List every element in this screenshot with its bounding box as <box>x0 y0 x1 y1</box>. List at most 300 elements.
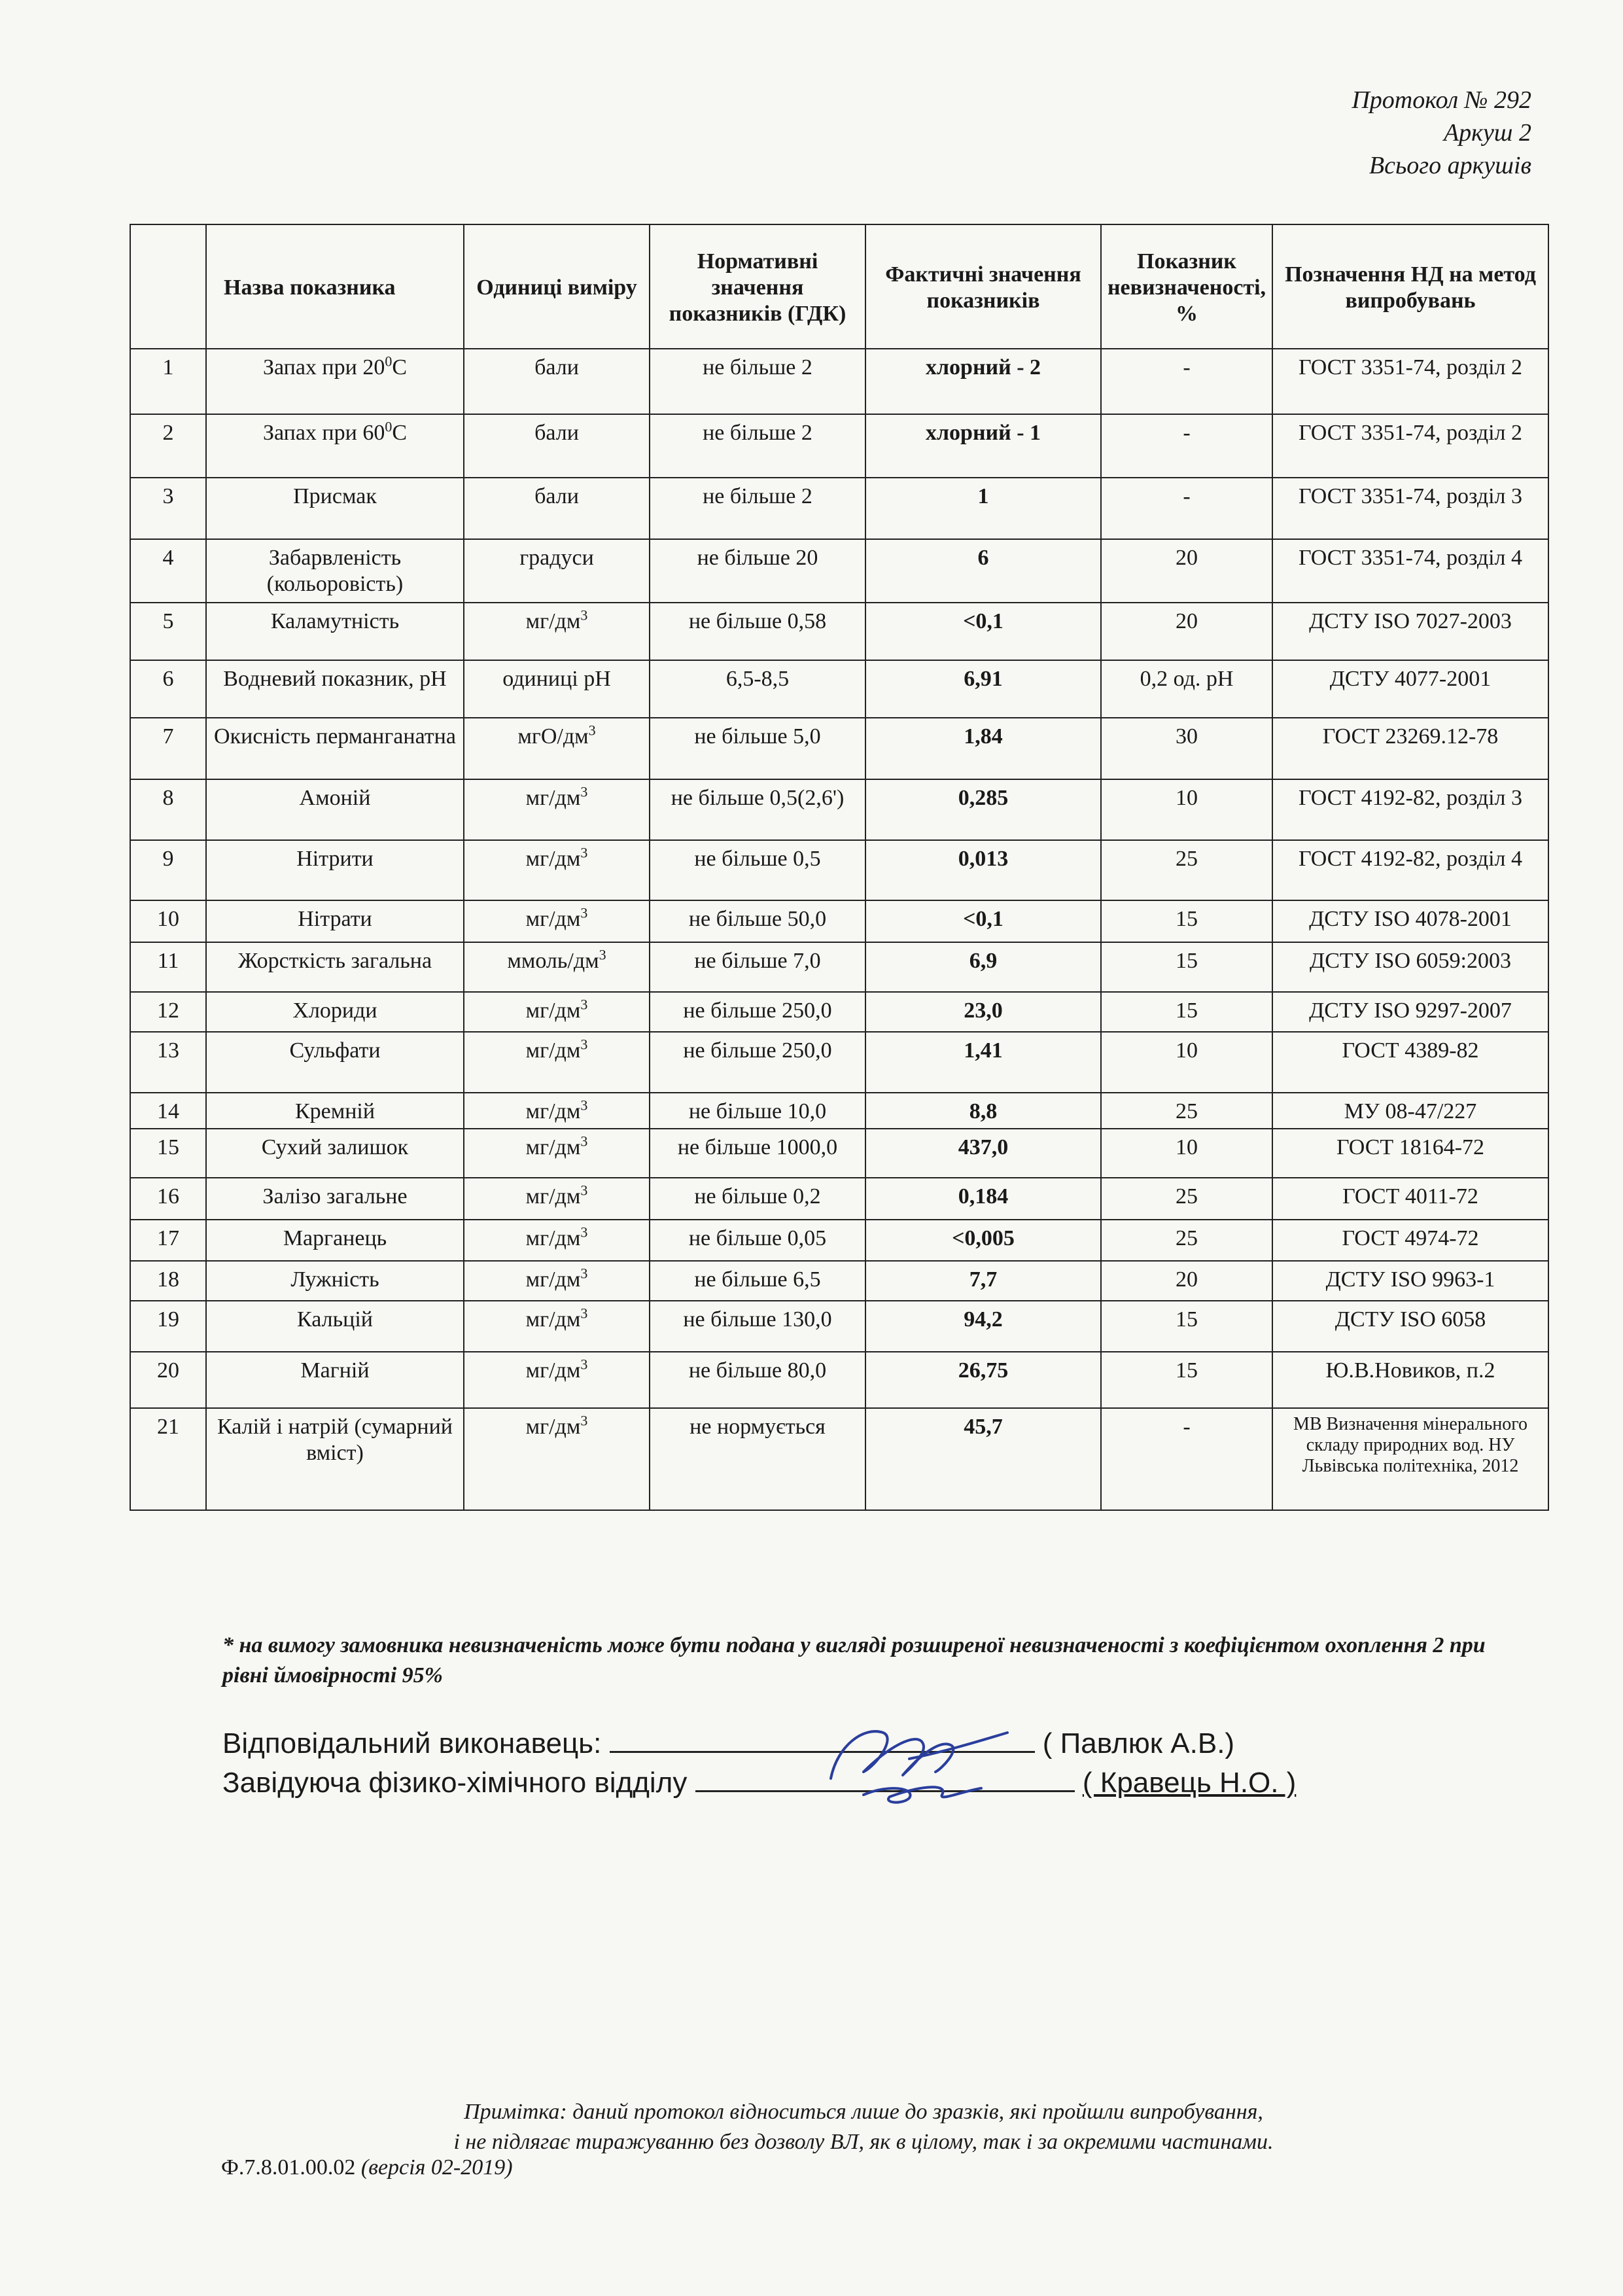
fact-value: <0,005 <box>952 1226 1015 1250</box>
uncertainty-cell <box>1101 840 1272 900</box>
fact-value: 26,75 <box>958 1358 1009 1383</box>
method-value: ДСТУ ISO 7027-2003 <box>1309 609 1512 633</box>
norm-value: не більше 5,0 <box>694 724 821 749</box>
handwritten-signature-icon <box>811 1706 1034 1818</box>
unit-cell <box>464 1352 650 1408</box>
norm-cell <box>650 1220 865 1261</box>
row-number-cell <box>130 660 206 718</box>
indicator-name: Хлориди <box>292 998 377 1023</box>
table-row <box>130 1093 1548 1129</box>
indicator-name: Жорсткість загальна <box>237 949 432 973</box>
indicator-name-cell <box>206 414 464 478</box>
form-code <box>221 2154 513 2181</box>
norm-cell <box>650 942 865 992</box>
unit-cell <box>464 1220 650 1261</box>
fact-cell <box>865 900 1101 942</box>
row-number-cell <box>130 1093 206 1129</box>
indicator-name-cell <box>206 660 464 718</box>
norm-value: 6,5-8,5 <box>725 667 790 691</box>
fact-value: 6,9 <box>969 949 998 973</box>
method-value: ГОСТ 18164-72 <box>1336 1135 1485 1159</box>
unit: мг/дм <box>525 1038 581 1063</box>
unit-cell <box>464 942 650 992</box>
method-value: ДСТУ ISO 6058 <box>1335 1307 1486 1332</box>
row-number: 13 <box>157 1038 179 1063</box>
indicator-name: Каламутність <box>270 609 400 633</box>
row-number: 21 <box>157 1415 179 1439</box>
method-cell <box>1272 900 1548 942</box>
norm-value: не більше 1000,0 <box>677 1135 838 1159</box>
fact-cell <box>865 1220 1101 1261</box>
indicator-name-cell <box>206 1032 464 1093</box>
indicator-name-cell <box>206 1178 464 1220</box>
unit: мг/дм <box>525 1099 581 1123</box>
method-cell <box>1272 1093 1548 1129</box>
unit: мг/дм <box>525 786 581 810</box>
method-cell <box>1272 1032 1548 1093</box>
uncertainty-cell <box>1101 1408 1272 1510</box>
norm-cell <box>650 539 865 603</box>
unit: мг/дм <box>525 907 581 931</box>
fact-value: 94,2 <box>964 1307 1003 1332</box>
method-value: ДСТУ ISO 9963-1 <box>1325 1267 1495 1292</box>
norm-cell <box>650 1178 865 1220</box>
uncertainty-cell <box>1101 992 1272 1032</box>
results-table <box>130 224 1549 1511</box>
indicator-name-cell <box>206 349 464 414</box>
header-uncertainty: Показник невизначеності, % <box>1101 224 1272 349</box>
unit-superscript: 3 <box>580 1356 588 1373</box>
norm-cell <box>650 992 865 1032</box>
unit: мг/дм <box>525 609 581 633</box>
unit-cell <box>464 1129 650 1178</box>
fact-cell <box>865 349 1101 414</box>
head-label: Завідуюча фізико-хімічного відділу <box>222 1767 688 1799</box>
indicator-name: Марганець <box>283 1226 387 1250</box>
head-name: ( Кравець Н.О. ) <box>1082 1767 1297 1799</box>
unit-superscript: 3 <box>580 607 588 624</box>
indicator-name: Лужність <box>290 1267 379 1292</box>
fact-cell <box>865 718 1101 779</box>
uncertainty-value: 20 <box>1176 1267 1198 1292</box>
uncertainty-cell <box>1101 414 1272 478</box>
unit-superscript: 3 <box>580 1265 588 1282</box>
norm-cell <box>650 1261 865 1301</box>
row-number-cell <box>130 414 206 478</box>
method-value: ГОСТ 3351-74, розділ 2 <box>1298 421 1523 445</box>
unit: мг/дм <box>525 1184 581 1209</box>
uncertainty-value: - <box>1183 484 1191 508</box>
row-number-cell <box>130 1129 206 1178</box>
fact-cell <box>865 1178 1101 1220</box>
fact-cell <box>865 414 1101 478</box>
unit: мг/дм <box>525 1358 581 1383</box>
uncertainty-value: 10 <box>1176 786 1198 810</box>
table-row <box>130 539 1548 603</box>
fact-value: 0,013 <box>958 847 1009 871</box>
norm-value: не більше 2 <box>703 355 812 380</box>
fact-cell <box>865 478 1101 539</box>
unit-cell <box>464 660 650 718</box>
norm-value: не більше 130,0 <box>683 1307 832 1332</box>
norm-value: не більше 250,0 <box>683 1038 832 1063</box>
unit-superscript: 3 <box>580 1412 588 1429</box>
unit-cell <box>464 1408 650 1510</box>
unit: мг/дм <box>525 1415 581 1439</box>
uncertainty-value: 30 <box>1176 724 1198 749</box>
norm-value: не більше 0,5 <box>694 847 821 871</box>
fact-cell <box>865 992 1101 1032</box>
uncertainty-value: 15 <box>1176 998 1198 1023</box>
table-row <box>130 992 1548 1032</box>
row-number-cell <box>130 1220 206 1261</box>
indicator-name: Нітрати <box>298 907 372 931</box>
row-number-cell <box>130 718 206 779</box>
row-number-cell <box>130 603 206 660</box>
indicator-name: Окисність перманганатна <box>214 724 456 749</box>
table-row <box>130 1129 1548 1178</box>
form-code-number: Ф.7.8.01.00.02 <box>221 2155 356 2180</box>
unit-superscript: 3 <box>580 996 588 1013</box>
method-value: ГОСТ 4389-82 <box>1342 1038 1479 1063</box>
uncertainty-cell <box>1101 1129 1272 1178</box>
method-value: ДСТУ ISO 9297-2007 <box>1309 998 1512 1023</box>
unit: мгО/дм <box>517 724 589 749</box>
uncertainty-cell <box>1101 349 1272 414</box>
row-number: 10 <box>157 907 179 931</box>
row-number: 14 <box>157 1099 179 1123</box>
uncertainty-cell <box>1101 718 1272 779</box>
fact-value: 1 <box>977 484 989 508</box>
norm-cell <box>650 603 865 660</box>
norm-value: не більше 7,0 <box>694 949 821 973</box>
indicator-name-cell <box>206 840 464 900</box>
fact-value: 0,184 <box>958 1184 1009 1209</box>
table-row <box>130 900 1548 942</box>
uncertainty-value: 10 <box>1176 1135 1198 1159</box>
row-number: 12 <box>157 998 179 1023</box>
uncertainty-value: 25 <box>1176 1099 1198 1123</box>
method-value: ГОСТ 4192-82, розділ 3 <box>1298 786 1523 810</box>
unit: градуси <box>519 546 594 570</box>
uncertainty-cell <box>1101 478 1272 539</box>
method-cell <box>1272 1261 1548 1301</box>
fact-cell <box>865 1301 1101 1352</box>
norm-cell <box>650 478 865 539</box>
row-number: 5 <box>162 609 174 633</box>
row-number-cell <box>130 992 206 1032</box>
method-cell <box>1272 1352 1548 1408</box>
norm-value: не більше 0,5(2,6') <box>671 786 845 810</box>
row-number: 7 <box>162 724 174 749</box>
indicator-name: Магній <box>300 1358 370 1383</box>
norm-cell <box>650 1301 865 1352</box>
indicator-name-cell <box>206 1093 464 1129</box>
uncertainty-cell <box>1101 1032 1272 1093</box>
fact-value: хлорний - 2 <box>925 355 1041 380</box>
uncertainty-cell <box>1101 779 1272 840</box>
table-row <box>130 1352 1548 1408</box>
fact-value: 45,7 <box>964 1415 1003 1439</box>
method-value: ДСТУ ISO 4078-2001 <box>1309 907 1512 931</box>
row-number: 4 <box>162 546 174 570</box>
indicator-name-cell <box>206 478 464 539</box>
header-name: Назва показника <box>206 224 464 349</box>
table-row <box>130 942 1548 992</box>
unit-superscript: 3 <box>580 1224 588 1241</box>
indicator-name: Запах при 20 <box>262 355 385 380</box>
norm-value: не більше 80,0 <box>688 1358 827 1383</box>
unit-cell <box>464 414 650 478</box>
fact-value: 7,7 <box>969 1267 998 1292</box>
fact-value: <0,1 <box>963 907 1003 931</box>
table-row <box>130 1032 1548 1093</box>
indicator-name: Нітрити <box>296 847 374 871</box>
row-number-cell <box>130 1032 206 1093</box>
method-cell <box>1272 718 1548 779</box>
fact-cell <box>865 1408 1101 1510</box>
row-number-cell <box>130 1261 206 1301</box>
method-cell <box>1272 942 1548 992</box>
method-value: МУ 08-47/227 <box>1344 1099 1477 1123</box>
table-row <box>130 414 1548 478</box>
table-header-row <box>130 224 1548 349</box>
unit: одиниці рН <box>502 667 611 691</box>
norm-cell <box>650 1129 865 1178</box>
fact-value: 6 <box>977 546 989 570</box>
method-cell <box>1272 779 1548 840</box>
row-number-cell <box>130 779 206 840</box>
row-number-cell <box>130 840 206 900</box>
row-number: 19 <box>157 1307 179 1332</box>
fact-cell <box>865 660 1101 718</box>
uncertainty-value: 20 <box>1176 546 1198 570</box>
executor-label: Відповідальний виконавець: <box>222 1727 602 1759</box>
norm-value: не більше 0,58 <box>688 609 827 633</box>
norm-value: не більше 0,05 <box>688 1226 827 1250</box>
fact-cell <box>865 539 1101 603</box>
unit: мг/дм <box>525 998 581 1023</box>
method-cell <box>1272 1178 1548 1220</box>
norm-value: не більше 2 <box>703 484 812 508</box>
indicator-name-cell <box>206 1301 464 1352</box>
uncertainty-cell <box>1101 603 1272 660</box>
row-number-cell <box>130 539 206 603</box>
unit: мг/дм <box>525 1267 581 1292</box>
fact-value: 1,41 <box>964 1038 1003 1063</box>
unit-superscript: 3 <box>580 783 588 800</box>
row-number: 20 <box>157 1358 179 1383</box>
uncertainty-value: 15 <box>1176 949 1198 973</box>
unit-cell <box>464 349 650 414</box>
fact-value: 8,8 <box>969 1099 998 1123</box>
method-value: ГОСТ 4974-72 <box>1342 1226 1479 1250</box>
unit-cell <box>464 1032 650 1093</box>
uncertainty-value: 15 <box>1176 907 1198 931</box>
norm-value: не більше 6,5 <box>694 1267 821 1292</box>
indicator-name-cell <box>206 1352 464 1408</box>
fact-cell <box>865 840 1101 900</box>
method-cell <box>1272 349 1548 414</box>
indicator-name-cell <box>206 992 464 1032</box>
fact-cell <box>865 1129 1101 1178</box>
uncertainty-value: - <box>1183 355 1191 380</box>
indicator-name-cell <box>206 1220 464 1261</box>
uncertainty-value: 25 <box>1176 847 1198 871</box>
protocol-note <box>340 2097 1387 2157</box>
uncertainty-value: - <box>1183 1415 1191 1439</box>
row-number-cell <box>130 1352 206 1408</box>
sheet-number: Аркуш 2 <box>1443 119 1531 147</box>
uncertainty-cell <box>1101 1178 1272 1220</box>
fact-cell <box>865 603 1101 660</box>
row-number: 9 <box>162 847 174 871</box>
uncertainty-value: 15 <box>1176 1358 1198 1383</box>
row-number-cell <box>130 349 206 414</box>
header-method: Позначення НД на метод випробувань <box>1272 224 1548 349</box>
norm-cell <box>650 1352 865 1408</box>
norm-value: не більше 50,0 <box>688 907 827 931</box>
table-row <box>130 660 1548 718</box>
method-value: ДСТУ 4077-2001 <box>1329 667 1492 691</box>
table-row <box>130 1408 1548 1510</box>
row-number: 3 <box>162 484 174 508</box>
indicator-name: Кальцій <box>297 1307 373 1332</box>
norm-cell <box>650 1093 865 1129</box>
header-fact: Фактичні значення показників <box>865 224 1101 349</box>
method-value: Ю.В.Новиков, п.2 <box>1325 1358 1495 1383</box>
indicator-name-cell <box>206 1129 464 1178</box>
indicator-name: Сульфати <box>289 1038 381 1063</box>
unit-superscript: 3 <box>588 722 596 739</box>
fact-value: хлорний - 1 <box>925 421 1041 445</box>
row-number: 6 <box>162 667 174 691</box>
norm-cell <box>650 349 865 414</box>
fact-value: 6,91 <box>964 667 1003 691</box>
fact-value: 437,0 <box>958 1135 1009 1159</box>
method-cell <box>1272 478 1548 539</box>
note-line-2: і не підлягає тиражуванню без дозволу ВЛ, як в цілому, так і за окремими частинами. <box>453 2130 1274 2154</box>
indicator-name-cell <box>206 779 464 840</box>
unit-cell <box>464 1093 650 1129</box>
unit-superscript: 3 <box>580 1133 588 1150</box>
indicator-name-superscript: 0 <box>385 353 393 370</box>
table-row <box>130 779 1548 840</box>
unit: мг/дм <box>525 1226 581 1250</box>
protocol-header <box>1352 84 1531 182</box>
uncertainty-value: 25 <box>1176 1184 1198 1209</box>
indicator-name: Сухий залишок <box>261 1135 409 1159</box>
uncertainty-cell <box>1101 1261 1272 1301</box>
fact-cell <box>865 1093 1101 1129</box>
unit: мг/дм <box>525 1307 581 1332</box>
fact-cell <box>865 1352 1101 1408</box>
indicator-name-cell <box>206 539 464 603</box>
method-cell <box>1272 1301 1548 1352</box>
row-number-cell <box>130 1301 206 1352</box>
norm-cell <box>650 779 865 840</box>
unit: бали <box>534 484 579 508</box>
table-body <box>130 349 1548 1510</box>
indicator-name: Залізо загальне <box>262 1184 408 1209</box>
table-row <box>130 349 1548 414</box>
norm-value: не більше 20 <box>697 546 818 570</box>
uncertainty-cell <box>1101 1220 1272 1261</box>
table-row <box>130 1178 1548 1220</box>
uncertainty-value: - <box>1183 421 1191 445</box>
norm-value: не більше 2 <box>703 421 812 445</box>
unit-cell <box>464 900 650 942</box>
method-cell <box>1272 1129 1548 1178</box>
unit-superscript: 3 <box>580 1036 588 1053</box>
form-code-version: (версія 02-2019) <box>360 2155 513 2180</box>
row-number: 11 <box>157 949 179 973</box>
header-norm: Нормативні значення показників (ГДК) <box>650 224 865 349</box>
head-signature-line <box>222 1764 1296 1799</box>
executor-signature-line <box>222 1725 1234 1760</box>
table-row <box>130 1220 1548 1261</box>
footnote: * на вимогу замовника невизначеність може бути подана у вигляді розширеної невизначеності з коефіцієнтом охоплення 2 при рівні ймовірності 95% <box>222 1633 1486 1687</box>
uncertainty-cell <box>1101 660 1272 718</box>
table-row <box>130 718 1548 779</box>
method-cell <box>1272 414 1548 478</box>
uncertainty-cell <box>1101 900 1272 942</box>
norm-cell <box>650 414 865 478</box>
row-number-cell <box>130 900 206 942</box>
table-row <box>130 603 1548 660</box>
unit-superscript: 3 <box>580 904 588 921</box>
header-number <box>130 224 206 349</box>
method-cell <box>1272 603 1548 660</box>
uncertainty-value: 0,2 од. рН <box>1140 667 1234 691</box>
unit-cell <box>464 1178 650 1220</box>
unit-cell <box>464 1301 650 1352</box>
indicator-name-superscript: 0 <box>385 418 393 435</box>
unit-cell <box>464 603 650 660</box>
method-value: ДСТУ ISO 6059:2003 <box>1310 949 1511 973</box>
unit-superscript: 3 <box>580 1182 588 1199</box>
uncertainty-cell <box>1101 1301 1272 1352</box>
uncertainty-cell <box>1101 539 1272 603</box>
fact-cell <box>865 942 1101 992</box>
unit-cell <box>464 992 650 1032</box>
unit-cell <box>464 779 650 840</box>
fact-cell <box>865 1261 1101 1301</box>
row-number: 15 <box>157 1135 179 1159</box>
fact-cell <box>865 779 1101 840</box>
uncertainty-value: 25 <box>1176 1226 1198 1250</box>
note-line-1: Примітка: даний протокол відноситься лише до зразків, які пройшли випробування, <box>464 2100 1263 2124</box>
method-cell <box>1272 1408 1548 1510</box>
norm-value: не більше 10,0 <box>688 1099 827 1123</box>
indicator-name-cell <box>206 1408 464 1510</box>
table-row <box>130 840 1548 900</box>
indicator-name: Запах при 60 <box>262 421 385 445</box>
row-number-cell <box>130 1408 206 1510</box>
uncertainty-value: 10 <box>1176 1038 1198 1063</box>
indicator-name-cell <box>206 900 464 942</box>
indicator-name-cell <box>206 1261 464 1301</box>
row-number: 16 <box>157 1184 179 1209</box>
unit-cell <box>464 539 650 603</box>
unit-superscript: 3 <box>580 844 588 861</box>
unit: мг/дм <box>525 847 581 871</box>
method-cell <box>1272 840 1548 900</box>
norm-cell <box>650 1408 865 1510</box>
indicator-name: Забарвленість (кольоровість) <box>266 546 404 596</box>
method-cell <box>1272 1220 1548 1261</box>
unit-cell <box>464 478 650 539</box>
